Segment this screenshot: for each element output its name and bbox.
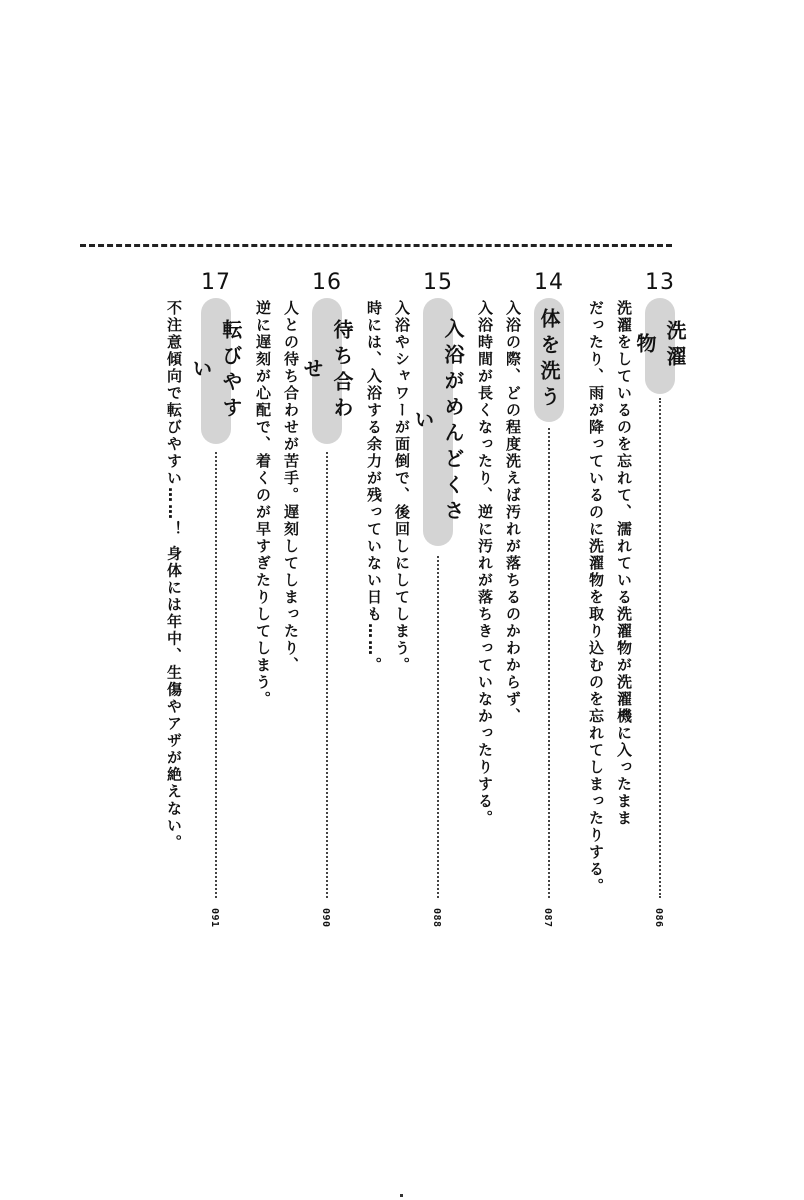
entry-title: 洗濯物 bbox=[645, 298, 675, 394]
dot-leader bbox=[437, 556, 439, 898]
entry-number: 14 bbox=[534, 270, 564, 295]
entry-desc-line-1: 入浴やシャワーが面倒で、後回しにしてしまう。 bbox=[393, 300, 411, 674]
entry-desc-line-2: 入浴時間が長くなったり、逆に汚れが落ちきっていなかったりする。 bbox=[476, 300, 494, 827]
page-marker bbox=[400, 1194, 403, 1197]
entry-desc-line-2: だったり、雨が降っているのに洗濯物を取り込むのを忘れてしまったりする。 bbox=[587, 300, 605, 895]
entry-title: 転びやすい bbox=[201, 298, 231, 444]
page-number: 086 bbox=[653, 908, 664, 928]
entry-desc-line-2: 逆に遅刻が心配で、着くのが早すぎたりしてしまう。 bbox=[254, 300, 272, 708]
dot-leader bbox=[548, 428, 550, 898]
dot-leader bbox=[659, 398, 661, 898]
entry-number: 13 bbox=[645, 270, 675, 295]
dot-leader bbox=[326, 452, 328, 898]
toc-entry-14[interactable] bbox=[476, 270, 609, 930]
dot-leader bbox=[215, 452, 217, 898]
entry-number: 15 bbox=[423, 270, 453, 295]
page-number: 087 bbox=[542, 908, 553, 928]
entry-desc-line-1: 人との待ち合わせが苦手。遅刻してしまったり、 bbox=[282, 300, 300, 674]
entry-desc-line-1: 入浴の際、どの程度洗えば汚れが落ちるのかわからず、 bbox=[504, 300, 522, 725]
entry-desc-line-1: 不注意傾向で転びやすい……！ 身体には年中、生傷やアザが絶えない。 bbox=[165, 300, 183, 852]
toc-entry-15[interactable] bbox=[365, 270, 498, 930]
toc-entry-17[interactable] bbox=[156, 270, 276, 930]
entry-title: 待ち合わせ bbox=[312, 298, 342, 444]
entry-number: 17 bbox=[201, 270, 231, 295]
page-number: 088 bbox=[431, 908, 442, 928]
dashed-divider bbox=[80, 244, 672, 247]
entry-desc-line-2: 時には、入浴する余力が残っていない日も……。 bbox=[365, 300, 383, 674]
entry-number: 16 bbox=[312, 270, 342, 295]
toc-entry-13[interactable] bbox=[587, 270, 720, 930]
entry-desc-line-1: 洗濯をしているのを忘れて、濡れている洗濯物が洗濯機に入ったまま bbox=[615, 300, 633, 827]
page-number: 090 bbox=[320, 908, 331, 928]
toc-entry-16[interactable] bbox=[254, 270, 387, 930]
entry-title: 体を洗う bbox=[534, 298, 564, 422]
entry-title: 入浴がめんどくさい bbox=[423, 298, 453, 546]
page-number: 091 bbox=[209, 908, 220, 928]
